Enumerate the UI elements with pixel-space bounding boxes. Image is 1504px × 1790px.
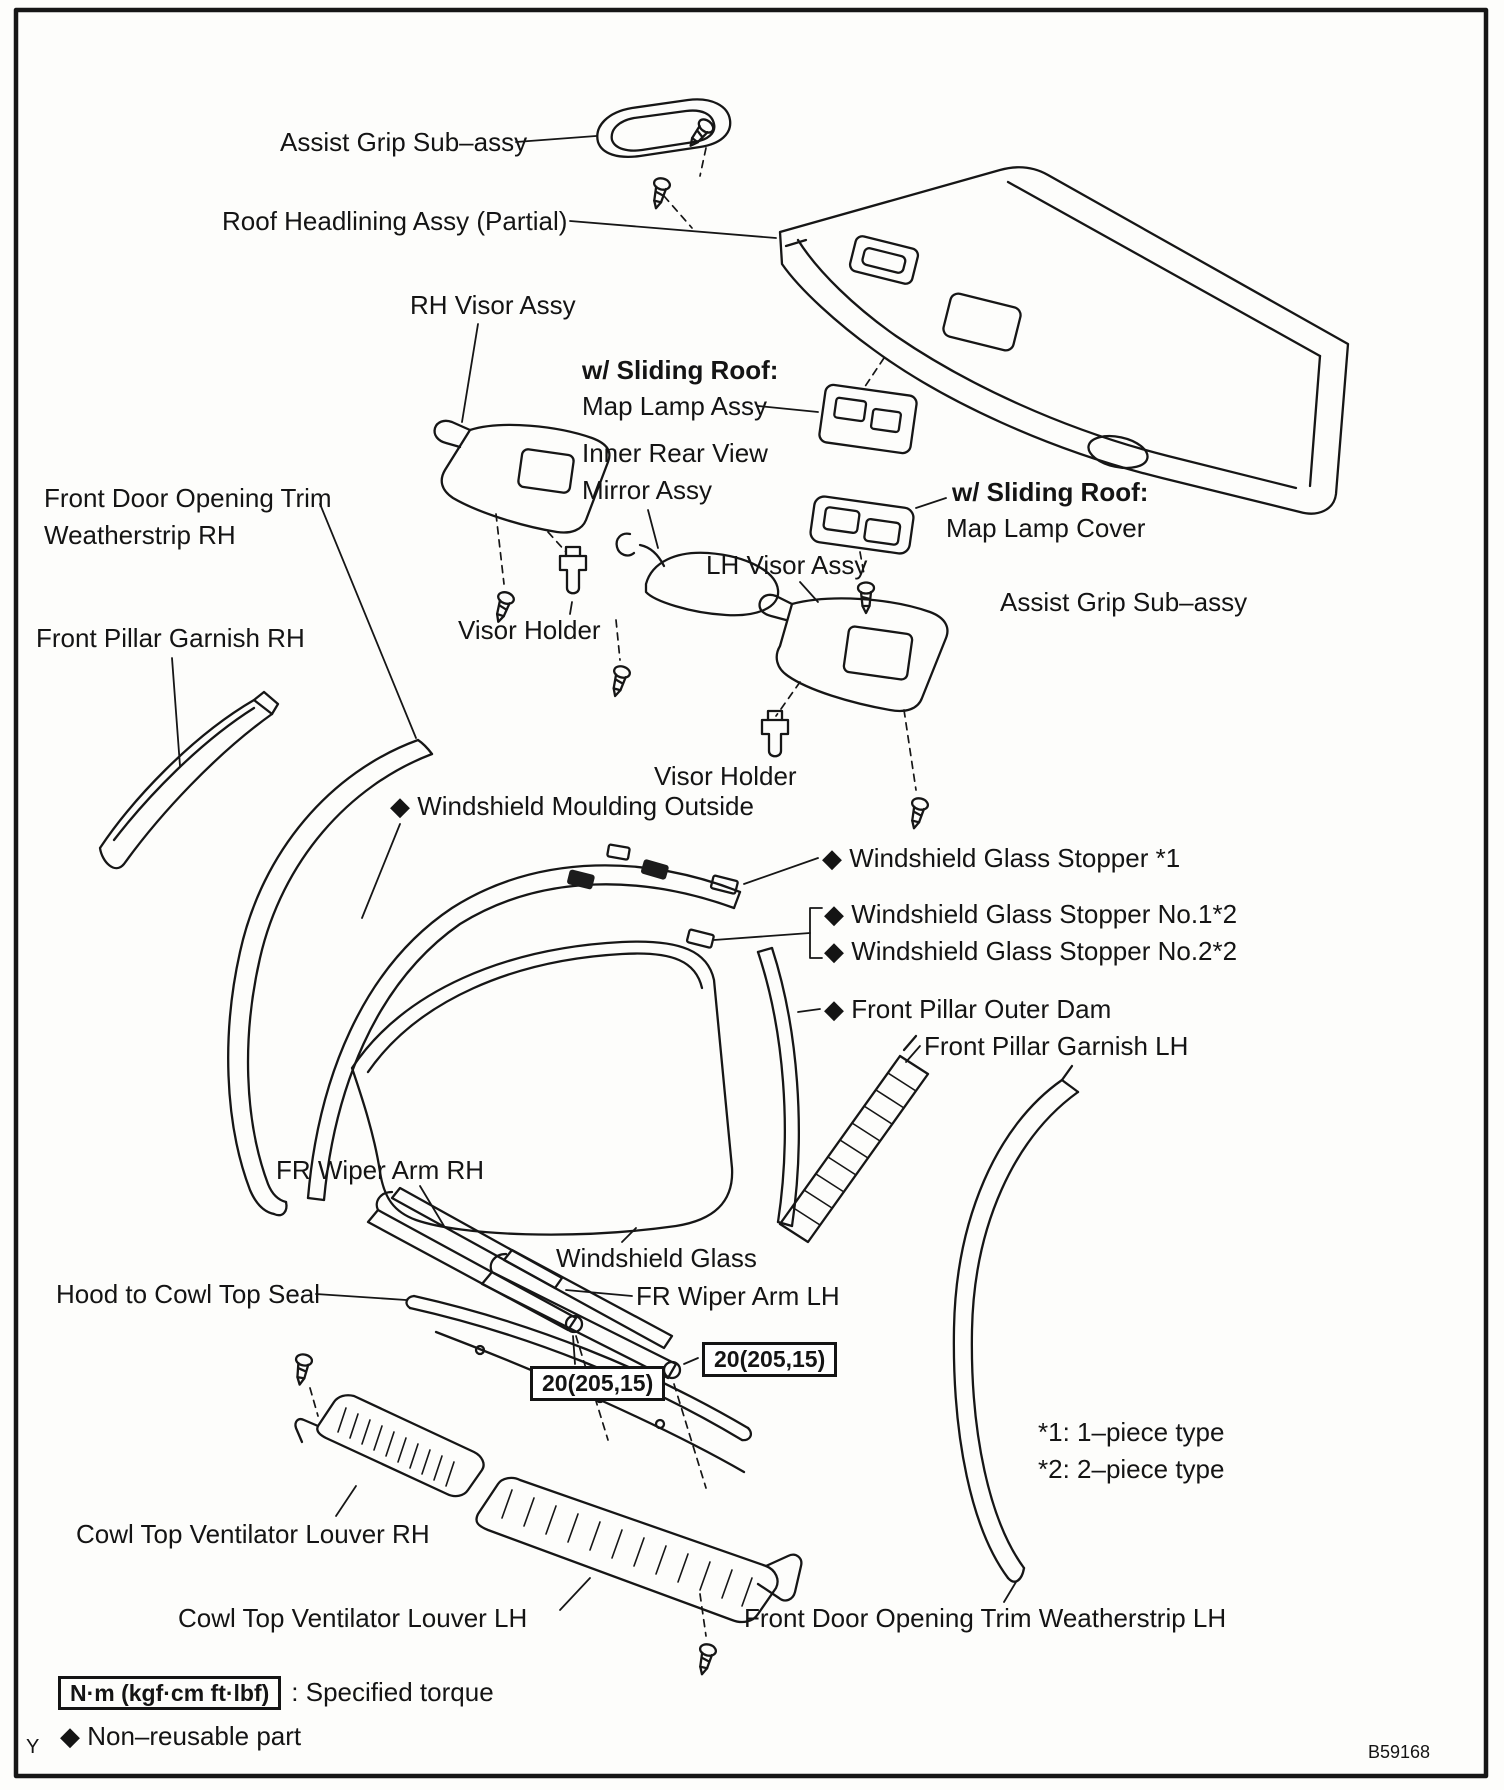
label-fr-wiper-arm-lh: FR Wiper Arm LH — [636, 1281, 840, 1311]
label-windshield-glass: Windshield Glass — [556, 1243, 757, 1273]
label-front-door-trim-rh-line1: Front Door Opening Trim — [44, 483, 332, 513]
label-inner-mirror-line2: Mirror Assy — [582, 475, 712, 505]
label-inner-mirror-line1: Inner Rear View — [582, 438, 768, 468]
map-lamp-cover-art — [809, 495, 914, 554]
screw-icon — [607, 665, 631, 699]
label-glass-stopper-no1: ◆ Windshield Glass Stopper No.1*2 — [824, 899, 1238, 929]
label-fr-wiper-arm-rh: FR Wiper Arm RH — [276, 1155, 484, 1185]
glass-stoppers-art — [607, 844, 738, 948]
roof-headlining-art — [780, 167, 1348, 513]
torque-callout-right: 20(205,15) — [702, 1342, 837, 1377]
screw-icon — [292, 1353, 313, 1386]
label-cowl-louver-lh: Cowl Top Ventilator Louver LH — [178, 1603, 528, 1633]
label-front-pillar-outer-dam: ◆ Front Pillar Outer Dam — [824, 994, 1112, 1024]
legend-torque-row — [58, 1676, 494, 1710]
label-assist-grip-top: Assist Grip Sub–assy — [280, 127, 528, 157]
legend-torque-text: : Specified torque — [291, 1677, 494, 1707]
screw-icon — [694, 1643, 717, 1676]
label-front-door-trim-rh-line2: Weatherstrip RH — [44, 520, 236, 550]
label-lh-visor: LH Visor Assy — [706, 550, 868, 580]
label-visor-holder-lh: Visor Holder — [654, 761, 797, 791]
label-sliding-roof-heading-2: w/ Sliding Roof: — [952, 477, 1149, 507]
cowl-louver-lh-art — [476, 1478, 801, 1622]
cowl-panel-art — [436, 1332, 744, 1472]
torque-callout-left: 20(205,15) — [530, 1366, 665, 1401]
front-pillar-garnish-lh-art — [780, 1036, 928, 1242]
lh-visor-art — [760, 595, 948, 711]
label-glass-stopper-no2: ◆ Windshield Glass Stopper No.2*2 — [824, 936, 1238, 966]
label-footnote-1: *1: 1–piece type — [1038, 1417, 1225, 1447]
legend-nonreusable: ◆ Non–reusable part — [60, 1721, 302, 1751]
label-assist-grip-right: Assist Grip Sub–assy — [1000, 587, 1248, 617]
label-hood-to-cowl-top-seal: Hood to Cowl Top Seal — [56, 1279, 321, 1309]
screw-icon — [858, 583, 874, 614]
front-pillar-garnish-rh-art — [100, 692, 278, 868]
figure-code: B59168 — [1368, 1742, 1431, 1762]
label-front-pillar-garnish-lh: Front Pillar Garnish LH — [924, 1031, 1189, 1061]
label-visor-holder-rh: Visor Holder — [458, 615, 601, 645]
legend-torque-box: N·m (kgf·cm ft·lbf) — [58, 1676, 281, 1710]
visor-holder-rh-art — [560, 547, 586, 593]
label-rh-visor: RH Visor Assy — [410, 290, 576, 320]
page-frame — [16, 10, 1486, 1776]
label-sliding-roof-heading-1: w/ Sliding Roof: — [582, 355, 779, 385]
front-pillar-outer-dam-art — [758, 948, 799, 1226]
label-roof-headlining: Roof Headlining Assy (Partial) — [222, 206, 568, 236]
screw-icon — [906, 797, 929, 830]
front-door-weatherstrip-lh-art — [954, 1066, 1078, 1582]
assist-grip-art — [597, 99, 730, 156]
label-glass-stopper-single: ◆ Windshield Glass Stopper *1 — [822, 843, 1181, 873]
visor-holder-lh-art — [762, 711, 788, 756]
label-windshield-moulding: ◆ Windshield Moulding Outside — [390, 791, 754, 821]
label-front-door-trim-lh: Front Door Opening Trim Weatherstrip LH — [744, 1603, 1227, 1633]
cowl-louver-rh-art — [295, 1395, 483, 1496]
label-map-lamp-assy: Map Lamp Assy — [582, 391, 767, 421]
label-map-lamp-cover: Map Lamp Cover — [946, 513, 1146, 543]
map-lamp-assy-art — [818, 384, 917, 454]
label-front-pillar-garnish-rh: Front Pillar Garnish RH — [36, 623, 305, 653]
screw-icon — [648, 177, 671, 210]
corner-mark: Y — [26, 1736, 40, 1758]
label-cowl-louver-rh: Cowl Top Ventilator Louver RH — [76, 1519, 430, 1549]
label-footnote-2: *2: 2–piece type — [1038, 1454, 1225, 1484]
windshield-glass-art — [352, 942, 732, 1235]
windshield-moulding-art — [308, 865, 740, 1200]
